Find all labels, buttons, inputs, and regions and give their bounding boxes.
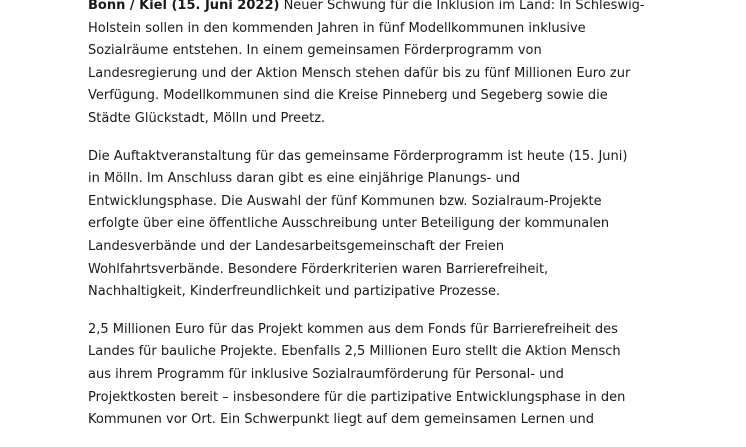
text-line: erfolgte über eine öffentliche Ausschreibung unter Beteiligung der kommunalen bbox=[88, 216, 610, 232]
text-line: Wohlfahrtsverbände. Besondere Förderkriterien waren Barrierefreiheit, bbox=[88, 261, 549, 277]
text-line: Entwicklungsphase. Die Auswahl der fünf Kommunen bzw. Sozialraum-Projekte bbox=[88, 193, 602, 209]
paragraph-2 bbox=[88, 146, 648, 304]
text-line: Verfügung. Modellkommunen sind die Kreise Pinneberg und Segeberg sowie die bbox=[88, 88, 608, 104]
text-line: Projektkosten bereit – insbesondere für die partizipative Entwicklungsphase in den bbox=[88, 389, 626, 405]
paragraph-1 bbox=[88, 0, 648, 131]
text-line: in Mölln. Im Anschluss daran gibt es eine einjährige Planungs- und bbox=[88, 171, 521, 187]
text-line: aus ihrem Programm für inklusive Sozialraumförderung für Personal- und bbox=[88, 366, 564, 382]
text-line: Nachhaltigkeit, Kinderfreundlichkeit und partizipative Prozesse. bbox=[88, 284, 501, 300]
text-line: Holstein sollen in den kommenden Jahren in fünf Modellkommunen inklusive bbox=[88, 20, 586, 36]
text-line: Landesverbände und der Landesarbeitsgemeinschaft der Freien bbox=[88, 238, 505, 254]
text-line: Sozialräume entstehen. In einem gemeinsamen Förderprogramm von bbox=[88, 43, 542, 59]
text-line: Landesregierung und der Aktion Mensch stehen dafür bis zu fünf Millionen Euro zur bbox=[88, 65, 631, 81]
paragraph-3 bbox=[88, 319, 648, 432]
text-line: Städte Glückstadt, Mölln und Preetz. bbox=[88, 110, 326, 126]
text-line: Die Auftaktveranstaltung für das gemeinsame Förderprogramm ist heute (15. Juni) bbox=[88, 148, 628, 164]
text-line: 2,5 Millionen Euro für das Projekt kommen aus dem Fonds für Barrierefreiheit des bbox=[88, 321, 618, 337]
text-line: Kommunen vor Ort. Ein Schwerpunkt liegt auf dem gemeinsamen Lernen und bbox=[88, 412, 595, 428]
text-line: Landes für bauliche Projekte. Ebenfalls 2,5 Millionen Euro stellt die Aktion Mensch bbox=[88, 344, 621, 360]
dateline: Bonn / Kiel (15. Juni 2022) bbox=[88, 0, 280, 13]
text-line-fragment: Neuer Schwung für die Inklusion im Land: In Schleswig- bbox=[279, 0, 645, 13]
press-release-text bbox=[88, 0, 648, 447]
text-line bbox=[88, 0, 648, 18]
